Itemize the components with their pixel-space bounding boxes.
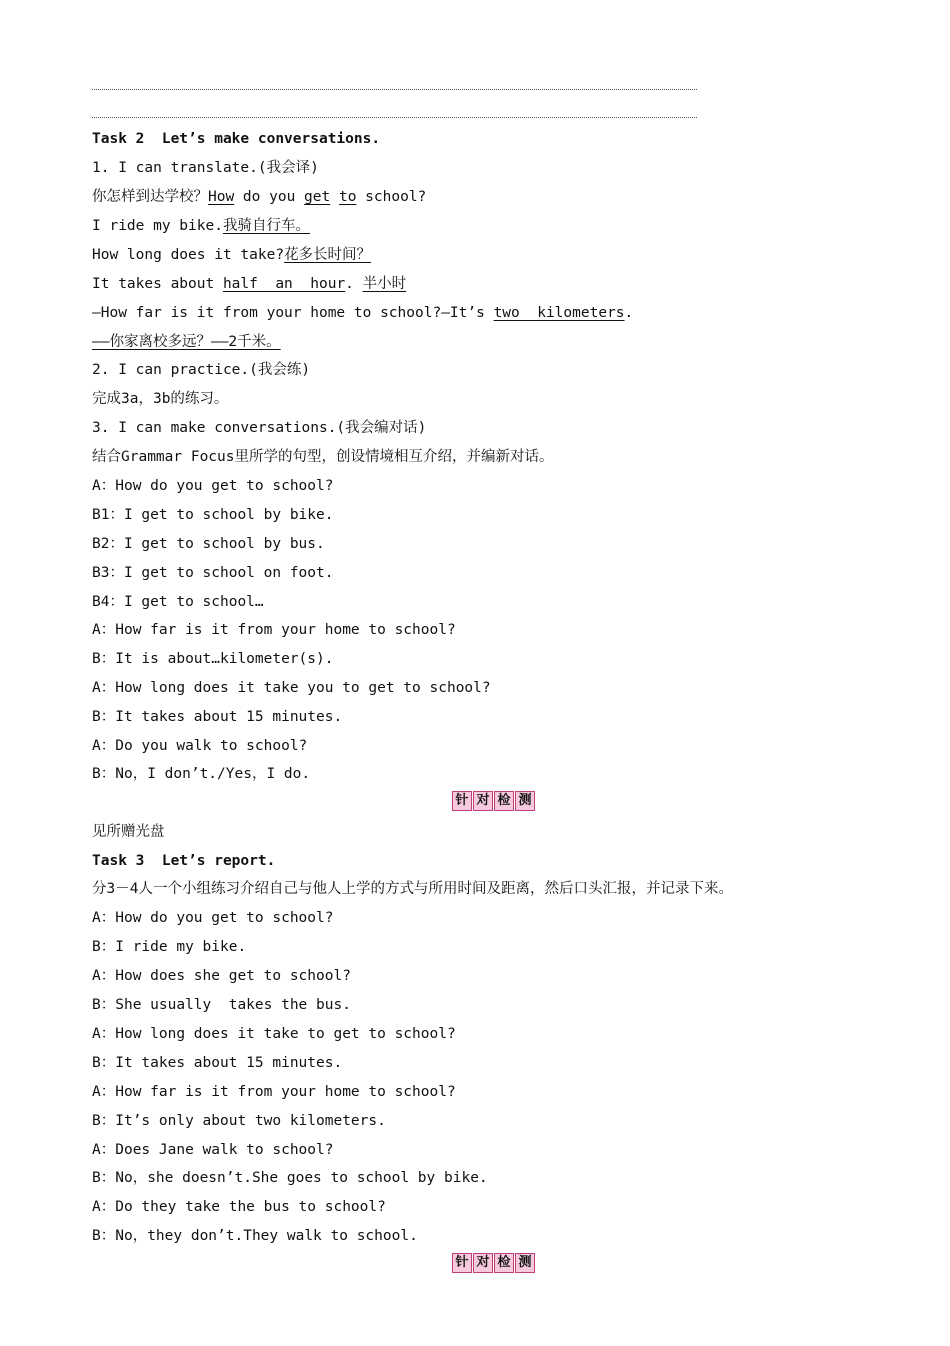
dialogue-line: B：It takes about 15 minutes.	[92, 1055, 343, 1071]
task2-heading: Task 2 Let’s make conversations.	[92, 131, 381, 147]
dialogue-line: A：How far is it from your home to school?	[92, 622, 456, 638]
targeted-test-badge	[452, 1253, 535, 1273]
section3-text: 结合Grammar Focus里所学的句型，创设情境相互介绍，并编新对话。	[92, 449, 554, 465]
translate-line-2	[92, 216, 310, 236]
dialogue-line: A：How does she get to school?	[92, 968, 351, 984]
task3-intro: 分3－4人一个小组练习介绍自己与他人上学的方式与所用时间及距离，然后口头汇报，并记录下来。	[92, 881, 733, 897]
badge-char: 针	[452, 1253, 472, 1273]
q1-do-you: do you	[234, 189, 305, 205]
dialogue-line: B2：I get to school by bus.	[92, 536, 325, 552]
translate-line-5	[92, 303, 633, 323]
q1-get: get	[304, 189, 331, 205]
dialogue-line: B：I ride my bike.	[92, 939, 247, 955]
dialogue-line: B：She usually takes the bus.	[92, 997, 351, 1013]
badge-char: 对	[473, 791, 493, 811]
section2-text: 完成3a，3b的练习。	[92, 391, 229, 407]
see-disc-note: 见所赠光盘	[92, 824, 165, 840]
q5-ans: two kilometers	[493, 305, 625, 321]
dialogue-line: A：How long does it take to get to school?	[92, 1026, 456, 1042]
q1-how: How	[208, 189, 235, 205]
section3-title: 3. I can make conversations.(我会编对话)	[92, 420, 427, 436]
q2-cn: 我骑自行车。	[222, 218, 310, 234]
answer-line-1	[92, 89, 697, 90]
targeted-test-badge	[452, 791, 535, 811]
dialogue-line: A：Do they take the bus to school?	[92, 1199, 386, 1215]
q1-cn: 你怎样到达学校？	[92, 189, 208, 205]
dialogue-line: B：It’s only about two kilometers.	[92, 1113, 386, 1129]
q3-cn: 花多长时间？	[284, 247, 372, 263]
dialogue-line: B：No，I don’t./Yes，I do.	[92, 766, 311, 782]
dialogue-line: A：Does Jane walk to school?	[92, 1142, 334, 1158]
q2-en: I ride my bike.	[92, 218, 223, 234]
dialogue-line: A：How long does it take you to get to school?	[92, 680, 491, 696]
q4-cn: 半小时	[362, 276, 407, 292]
section2-title: 2. I can practice.(我会练)	[92, 362, 311, 378]
q1-school: school?	[356, 189, 427, 205]
badge-char: 测	[515, 1253, 535, 1273]
section1-title: 1. I can translate.(我会译)	[92, 160, 319, 176]
q4-en: It takes about	[92, 276, 223, 292]
badge-char: 测	[515, 791, 535, 811]
dialogue-line: A：How far is it from your home to school?	[92, 1084, 456, 1100]
task3-heading: Task 3 Let’s report.	[92, 853, 276, 869]
badge-char: 对	[473, 1253, 493, 1273]
translate-line-4	[92, 274, 406, 294]
badge-char: 针	[452, 791, 472, 811]
dialogue-line: B：No，they don’t.They walk to school.	[92, 1228, 418, 1244]
q5-en: —How far is it from your home to school?—It’s	[92, 305, 494, 321]
dialogue-line: A：How do you get to school?	[92, 910, 334, 926]
dialogue-line: A：Do you walk to school?	[92, 738, 308, 754]
q1-to: to	[338, 189, 357, 205]
dialogue-line: B：No，she doesn’t.She goes to school by bike.	[92, 1170, 488, 1186]
dialogue-line: B3：I get to school on foot.	[92, 565, 334, 581]
translate-line-3	[92, 245, 371, 265]
q4-half: half an hour	[222, 276, 346, 292]
dialogue-line: A：How do you get to school?	[92, 478, 334, 494]
dialogue-line: B：It is about…kilometer(s).	[92, 651, 334, 667]
q5-dot: .	[624, 305, 634, 321]
translate-line-1	[92, 187, 426, 207]
dialogue-line: B4：I get to school…	[92, 594, 264, 610]
q4-dot: .	[345, 276, 363, 292]
answer-line-2	[92, 117, 697, 118]
q3-en: How long does it take?	[92, 247, 285, 263]
dialogue-line: B1：I get to school by bike.	[92, 507, 334, 523]
dialogue-line: B：It takes about 15 minutes.	[92, 709, 343, 725]
translate-line-6: ——你家离校多远？——2千米。	[92, 334, 281, 350]
badge-char: 检	[494, 791, 514, 811]
badge-char: 检	[494, 1253, 514, 1273]
